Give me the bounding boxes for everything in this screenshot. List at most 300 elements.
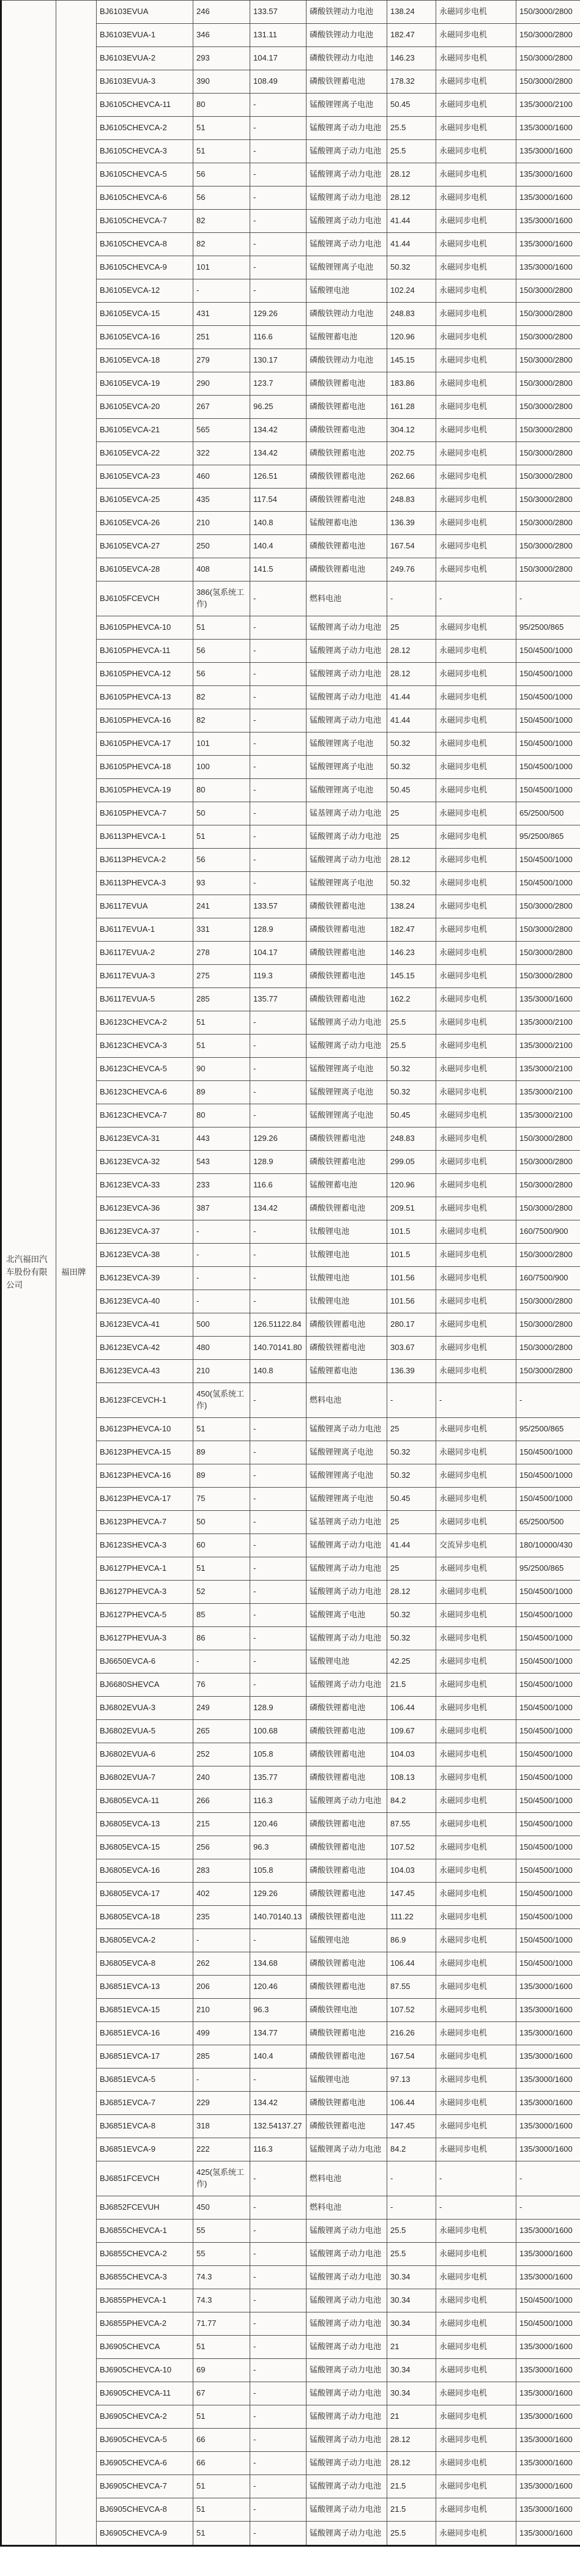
cell-range-value: 51: [193, 2405, 250, 2428]
cell-power-spec: 135/3000/1600: [519, 2342, 573, 2352]
table-row: [97, 1743, 580, 1766]
cell-power-spec: 135/3000/1600: [519, 216, 573, 226]
cell-model-code: BJ6855CHEVCA-1: [97, 2220, 193, 2242]
cell-motor-type: 永磁同步电机: [436, 616, 516, 639]
cell-power-spec: 135/3000/1600: [519, 239, 573, 249]
cell-energy-value: -: [250, 1511, 307, 1533]
cell-motor-type: 永磁同步电机: [436, 1627, 516, 1650]
cell-battery-capacity: 162.2: [387, 988, 436, 1011]
cell-model-code: BJ6855PHEVCA-2: [97, 2312, 193, 2335]
cell-energy-value: -: [250, 1244, 307, 1266]
cell-range-value: 500: [193, 1313, 250, 1336]
cell-model-code: BJ6905CHEVCA: [97, 2336, 193, 2358]
cell-battery-type: 锰酸锂离子动力电池: [307, 2405, 387, 2428]
cell-model-code: BJ6905CHEVCA-2: [97, 2405, 193, 2428]
cell-battery-type: 锰酸锂离子动力电池: [307, 210, 387, 232]
cell-motor-type: 永磁同步电机: [436, 663, 516, 685]
cell-power-spec: 135/3000/1600: [519, 2051, 573, 2061]
cell-energy-value: 134.42: [250, 1197, 307, 1220]
cell-motor-type: 永磁同步电机: [436, 512, 516, 534]
cell-battery-type: 磷酸铁锂蓄电池: [307, 396, 387, 418]
cell-range-value: 387: [193, 1197, 250, 1220]
table-row: [97, 895, 580, 918]
cell-power-spec: 150/4500/1000: [519, 1912, 573, 1922]
cell-battery-capacity: 86.9: [387, 1929, 436, 1952]
cell-power-spec: 150/4500/1000: [519, 1703, 573, 1713]
cell-energy-value: 135.77: [250, 988, 307, 1011]
cell-motor-type: 永磁同步电机: [436, 489, 516, 511]
cell-power-spec: 135/3000/1600: [519, 2458, 573, 2468]
cell-model-code: BJ6855CHEVCA-3: [97, 2266, 193, 2289]
cell-motor-type: 永磁同步电机: [436, 1650, 516, 1673]
cell-power-spec: 150/4500/1000: [519, 1587, 573, 1596]
table-row: [97, 326, 580, 349]
cell-energy-value: -: [250, 140, 307, 163]
table-row: [97, 1244, 580, 1267]
cell-model-code: BJ6105PHEVCA-12: [97, 663, 193, 685]
cell-model-code: BJ6127PHEVUA-3: [97, 1627, 193, 1650]
cell-energy-value: -: [250, 802, 307, 825]
table-row: [97, 756, 580, 779]
cell-energy-value: -: [250, 1627, 307, 1650]
cell-battery-capacity: 248.83: [387, 489, 436, 511]
cell-battery-type: 锰酸锂离子动力电池: [307, 2312, 387, 2335]
cell-battery-type: 锰酸锂离子动力电池: [307, 849, 387, 871]
cell-range-value: 51: [193, 1557, 250, 1580]
cell-motor-type: 永磁同步电机: [436, 988, 516, 1011]
cell-energy-value: 105.8: [250, 1859, 307, 1882]
cell-energy-value: -: [250, 1674, 307, 1696]
cell-battery-capacity: 108.13: [387, 1766, 436, 1789]
cell-power-spec: 150/4500/1000: [519, 785, 573, 795]
cell-battery-type: 锰酸锂离子动力电池: [307, 2452, 387, 2475]
cell-battery-capacity: 280.17: [387, 1313, 436, 1336]
cell-battery-capacity: 28.12: [387, 2452, 436, 2475]
cell-motor-type: 永磁同步电机: [436, 1337, 516, 1359]
cell-energy-value: -: [250, 1650, 307, 1673]
cell-energy-value: 134.68: [250, 1952, 307, 1975]
table-row: [97, 256, 580, 279]
cell-motor-type: 永磁同步电机: [436, 1720, 516, 1743]
cell-model-code: BJ6105EVCA-25: [97, 489, 193, 511]
table-row: [97, 1337, 580, 1360]
cell-battery-capacity: 101.5: [387, 1220, 436, 1243]
cell-battery-type: 锰酸锂离子动力电池: [307, 1011, 387, 1034]
cell-battery-capacity: 262.66: [387, 465, 436, 488]
cell-model-code: BJ6851EVCA-17: [97, 2045, 193, 2068]
cell-range-value: 565: [193, 419, 250, 441]
table-row: [97, 942, 580, 965]
cell-power-spec: 150/3000/2800: [519, 1157, 573, 1167]
cell-battery-type: 钛酸锂电池: [307, 1267, 387, 1290]
cell-motor-type: 永磁同步电机: [436, 2045, 516, 2068]
cell-battery-type: 锰酸锂锂离子电池: [307, 1104, 387, 1127]
cell-battery-capacity: 101.56: [387, 1290, 436, 1313]
cell-power-spec: 150/3000/2800: [519, 1250, 573, 1260]
cell-model-code: BJ6105CHEVCA-7: [97, 210, 193, 232]
table-row: [97, 2220, 580, 2243]
cell-power-spec: 135/3000/1600: [519, 1982, 573, 1991]
cell-model-code: BJ6851EVCA-16: [97, 2022, 193, 2045]
table-row: [97, 1883, 580, 1906]
cell-model-code: BJ6113PHEVCA-2: [97, 849, 193, 871]
cell-power-spec: 150/4500/1000: [519, 669, 573, 679]
cell-power-spec: 150/4500/1000: [519, 1842, 573, 1852]
cell-model-code: BJ6105CHEVCA-9: [97, 256, 193, 279]
cell-power-spec: 135/3000/1600: [519, 2098, 573, 2108]
cell-battery-type: 锰酸锂蓄电池: [307, 1360, 387, 1382]
table-row: [97, 2382, 580, 2405]
cell-battery-capacity: 25.5: [387, 2220, 436, 2242]
table-row: [97, 186, 580, 210]
table-row: [97, 1929, 580, 1952]
cell-battery-capacity: 25.5: [387, 1035, 436, 1057]
cell-battery-capacity: 30.34: [387, 2382, 436, 2405]
cell-power-spec: 150/3000/2800: [519, 7, 573, 17]
cell-motor-type: 永磁同步电机: [436, 1999, 516, 2021]
cell-energy-value: -: [250, 233, 307, 256]
cell-power-spec: 150/3000/2800: [519, 448, 573, 458]
cell-battery-type: 磷酸铁锂动力电池: [307, 47, 387, 70]
cell-battery-type: 锰酸锂锂离子电池: [307, 756, 387, 778]
cell-power-spec: 135/3000/1600: [519, 2144, 573, 2154]
cell-battery-capacity: 167.54: [387, 535, 436, 558]
cell-energy-value: 116.3: [250, 1790, 307, 1812]
cell-energy-value: 96.3: [250, 1836, 307, 1859]
cell-battery-capacity: 50.32: [387, 872, 436, 895]
cell-energy-value: 96.3: [250, 1999, 307, 2021]
cell-battery-capacity: 41.44: [387, 709, 436, 732]
table-row: [97, 988, 580, 1011]
cell-battery-type: 锰酸锂离子电池: [307, 1604, 387, 1626]
cell-battery-capacity: -: [387, 2161, 436, 2196]
cell-battery-capacity: 109.67: [387, 1720, 436, 1743]
cell-power-spec: 150/3000/2800: [519, 76, 573, 86]
cell-model-code: BJ6802EVUA-6: [97, 1743, 193, 1766]
cell-energy-value: -: [250, 1035, 307, 1057]
cell-range-value: 290: [193, 372, 250, 395]
table-row: [97, 1557, 580, 1581]
cell-range-value: 256: [193, 1836, 250, 1859]
cell-energy-value: -: [250, 1488, 307, 1510]
cell-battery-capacity: 84.2: [387, 2138, 436, 2161]
cell-motor-type: 永磁同步电机: [436, 465, 516, 488]
manufacturer-cell: [2, 1, 56, 2545]
table-row: [97, 349, 580, 372]
cell-range-value: 322: [193, 442, 250, 465]
cell-model-code: BJ6851EVCA-8: [97, 2115, 193, 2138]
cell-range-value: 51: [193, 616, 250, 639]
cell-model-code: BJ6905CHEVCA-10: [97, 2359, 193, 2382]
cell-energy-value: -: [250, 2498, 307, 2521]
table-row: [97, 1697, 580, 1720]
cell-battery-capacity: 25: [387, 616, 436, 639]
table-row: [97, 616, 580, 640]
cell-model-code: BJ6123EVCA-41: [97, 1313, 193, 1336]
cell-range-value: 89: [193, 1441, 250, 1464]
cell-battery-capacity: 50.32: [387, 756, 436, 778]
cell-model-code: BJ6851EVCA-7: [97, 2092, 193, 2114]
cell-motor-type: 永磁同步电机: [436, 849, 516, 871]
cell-energy-value: -: [250, 2452, 307, 2475]
cell-range-value: 66: [193, 2429, 250, 2451]
cell-model-code: BJ6851FCEVCH: [97, 2161, 193, 2196]
cell-battery-capacity: -: [387, 2196, 436, 2219]
cell-motor-type: 永磁同步电机: [436, 2115, 516, 2138]
table-row: [97, 2405, 580, 2429]
cell-battery-capacity: 21: [387, 2336, 436, 2358]
cell-battery-type: 锰酸锂蓄电池: [307, 512, 387, 534]
cell-power-spec: 150/3000/2800: [519, 53, 573, 63]
cell-model-code: BJ6123CHEVCA-7: [97, 1104, 193, 1127]
cell-model-code: BJ6805EVCA-17: [97, 1883, 193, 1905]
cell-model-code: BJ6105PHEVCA-17: [97, 733, 193, 755]
cell-model-code: BJ6123EVCA-43: [97, 1360, 193, 1382]
cell-power-spec: 180/10000/430: [519, 1540, 573, 1550]
cell-model-code: BJ6105EVCA-20: [97, 396, 193, 418]
table-row: [97, 1127, 580, 1151]
cell-battery-capacity: 146.23: [387, 942, 436, 964]
cell-battery-type: 磷酸铁锂动力电池: [307, 349, 387, 372]
cell-energy-value: -: [250, 117, 307, 139]
cell-energy-value: 134.42: [250, 2092, 307, 2114]
cell-battery-capacity: 50.45: [387, 1488, 436, 1510]
table-row: [97, 872, 580, 895]
cell-power-spec: 150/3000/2800: [519, 286, 573, 295]
cell-energy-value: 116.6: [250, 1174, 307, 1197]
cell-model-code: BJ6905CHEVCA-9: [97, 2522, 193, 2545]
cell-motor-type: 永磁同步电机: [436, 2498, 516, 2521]
cell-motor-type: 永磁同步电机: [436, 1952, 516, 1975]
cell-battery-type: 磷酸铁锂蓄电池: [307, 1766, 387, 1789]
cell-range-value: 80: [193, 779, 250, 802]
cell-battery-capacity: 41.44: [387, 1534, 436, 1557]
cell-range-value: 89: [193, 1464, 250, 1487]
cell-battery-capacity: 111.22: [387, 1906, 436, 1928]
cell-model-code: BJ6105PHEVCA-18: [97, 756, 193, 778]
table-row: [97, 94, 580, 117]
table-row: [97, 210, 580, 233]
cell-range-value: -: [193, 1244, 250, 1266]
cell-range-value: 499: [193, 2022, 250, 2045]
cell-range-value: 80: [193, 94, 250, 116]
cell-motor-type: 永磁同步电机: [436, 709, 516, 732]
table-row: [97, 1, 580, 24]
cell-model-code: BJ6123PHEVCA-17: [97, 1488, 193, 1510]
cell-battery-type: 磷酸铁锂蓄电池: [307, 465, 387, 488]
cell-battery-capacity: 28.12: [387, 849, 436, 871]
cell-range-value: 90: [193, 1058, 250, 1080]
cell-range-value: 100: [193, 756, 250, 778]
cell-range-value: 71.77: [193, 2312, 250, 2335]
cell-battery-type: 磷酸铁锂蓄电池: [307, 1743, 387, 1766]
cell-model-code: BJ6805EVCA-2: [97, 1929, 193, 1952]
cell-motor-type: 永磁同步电机: [436, 210, 516, 232]
cell-power-spec: 135/3000/1600: [519, 262, 573, 272]
cell-battery-capacity: 30.34: [387, 2312, 436, 2335]
table-row: [97, 1383, 580, 1418]
cell-battery-type: 磷酸铁锂蓄电池: [307, 1976, 387, 1998]
cell-motor-type: 永磁同步电机: [436, 942, 516, 964]
cell-motor-type: 永磁同步电机: [436, 802, 516, 825]
cell-range-value: 251: [193, 326, 250, 349]
cell-battery-type: 锰酸锂离子动力电池: [307, 2382, 387, 2405]
cell-battery-capacity: 104.03: [387, 1859, 436, 1882]
cell-motor-type: 永磁同步电机: [436, 303, 516, 325]
table-row: [97, 640, 580, 663]
cell-battery-type: 燃料电池: [307, 581, 387, 616]
cell-power-spec: 135/3000/1600: [519, 2249, 573, 2259]
table-row: [97, 279, 580, 303]
cell-energy-value: 126.51: [250, 465, 307, 488]
cell-energy-value: 126.51122.84: [250, 1313, 307, 1336]
cell-battery-capacity: 50.32: [387, 1081, 436, 1104]
cell-model-code: BJ6105EVCA-27: [97, 535, 193, 558]
cell-battery-type: 锰酸锂离子动力电池: [307, 2220, 387, 2242]
cell-energy-value: -: [250, 663, 307, 685]
cell-battery-type: 磷酸铁锂蓄电池: [307, 70, 387, 93]
cell-energy-value: 135.77: [250, 1766, 307, 1789]
cell-power-spec: 150/4500/1000: [519, 1749, 573, 1759]
table-row: [97, 2289, 580, 2312]
cell-motor-type: 永磁同步电机: [436, 1127, 516, 1150]
cell-energy-value: -: [250, 2196, 307, 2219]
cell-model-code: BJ6123CHEVCA-2: [97, 1011, 193, 1034]
cell-range-value: 52: [193, 1581, 250, 1603]
cell-battery-type: 锰酸锂离子动力电池: [307, 2289, 387, 2312]
cell-power-spec: 150/4500/1000: [519, 1796, 573, 1806]
cell-battery-type: 锰酸锂离子动力电池: [307, 1790, 387, 1812]
cell-battery-capacity: 145.15: [387, 349, 436, 372]
cell-range-value: 241: [193, 895, 250, 918]
cell-power-spec: 65/2500/500: [519, 808, 564, 818]
cell-battery-type: 锰酸锂电池: [307, 1929, 387, 1952]
cell-model-code: BJ6103EVUA: [97, 1, 193, 23]
cell-energy-value: -: [250, 756, 307, 778]
cell-battery-capacity: 41.44: [387, 686, 436, 709]
cell-model-code: BJ6117EVUA-2: [97, 942, 193, 964]
cell-range-value: 408: [193, 558, 250, 581]
cell-battery-type: 锰酸锂离子动力电池: [307, 1035, 387, 1057]
cell-battery-capacity: 178.32: [387, 70, 436, 93]
cell-motor-type: 永磁同步电机: [436, 2429, 516, 2451]
cell-battery-capacity: 28.12: [387, 186, 436, 209]
cell-range-value: 66: [193, 2452, 250, 2475]
table-row: [97, 1906, 580, 1929]
cell-motor-type: -: [436, 2161, 516, 2196]
cell-range-value: 69: [193, 2359, 250, 2382]
cell-battery-capacity: 42.25: [387, 1650, 436, 1673]
cell-range-value: 85: [193, 1604, 250, 1626]
cell-range-value: 229: [193, 2092, 250, 2114]
cell-energy-value: 141.5: [250, 558, 307, 581]
table-row: [97, 2498, 580, 2522]
cell-battery-type: 锰酸锂电池: [307, 1650, 387, 1673]
cell-motor-type: 永磁同步电机: [436, 2405, 516, 2428]
cell-battery-capacity: 21: [387, 2405, 436, 2428]
cell-model-code: BJ6105CHEVCA-11: [97, 94, 193, 116]
table-row: [97, 779, 580, 802]
cell-model-code: BJ6105EVCA-26: [97, 512, 193, 534]
cell-battery-capacity: 304.12: [387, 419, 436, 441]
cell-battery-type: 磷酸铁锂动力电池: [307, 1, 387, 23]
cell-range-value: 275: [193, 965, 250, 987]
table-row: [97, 1464, 580, 1488]
cell-power-spec: 95/2500/865: [519, 1424, 564, 1434]
cell-power-spec: 150/4500/1000: [519, 646, 573, 655]
cell-power-spec: 150/3000/2800: [519, 1180, 573, 1190]
cell-motor-type: 永磁同步电机: [436, 2475, 516, 2498]
cell-model-code: BJ6105CHEVCA-2: [97, 117, 193, 139]
table-row: [97, 535, 580, 558]
table-row: [97, 965, 580, 988]
cell-model-code: BJ6105CHEVCA-5: [97, 163, 193, 186]
cell-motor-type: 永磁同步电机: [436, 1313, 516, 1336]
cell-energy-value: -: [250, 2289, 307, 2312]
cell-power-spec: 150/3000/2800: [519, 924, 573, 934]
cell-power-spec: 150/4500/1000: [519, 1889, 573, 1899]
cell-energy-value: 130.17: [250, 349, 307, 372]
table-row: [97, 1627, 580, 1650]
cell-motor-type: 永磁同步电机: [436, 2359, 516, 2382]
cell-motor-type: 永磁同步电机: [436, 1581, 516, 1603]
cell-range-value: 431: [193, 303, 250, 325]
cell-energy-value: -: [250, 709, 307, 732]
cell-battery-capacity: -: [387, 1383, 436, 1417]
cell-motor-type: 永磁同步电机: [436, 349, 516, 372]
cell-power-spec: 150/3000/2800: [519, 1343, 573, 1353]
cell-battery-capacity: 136.39: [387, 512, 436, 534]
cell-battery-type: 锰酸锂离子动力电池: [307, 2475, 387, 2498]
cell-motor-type: 永磁同步电机: [436, 2243, 516, 2265]
cell-battery-capacity: 50.45: [387, 1104, 436, 1127]
cell-battery-type: 磷酸铁锂电池: [307, 1999, 387, 2021]
cell-power-spec: 150/4500/1000: [519, 762, 573, 772]
table-row: [97, 1790, 580, 1813]
cell-battery-capacity: 50.32: [387, 733, 436, 755]
cell-range-value: -: [193, 2069, 250, 2091]
table-row: [97, 303, 580, 326]
cell-battery-type: 磷酸铁锂蓄电池: [307, 1859, 387, 1882]
cell-power-spec: 150/3000/2800: [519, 901, 573, 911]
cell-model-code: BJ6855PHEVCA-1: [97, 2289, 193, 2312]
cell-power-spec: 150/3000/2800: [519, 309, 573, 319]
cell-motor-type: 永磁同步电机: [436, 1151, 516, 1173]
table-row: [97, 2069, 580, 2092]
cell-motor-type: 永磁同步电机: [436, 256, 516, 279]
table-row: [97, 1650, 580, 1674]
cell-motor-type: 永磁同步电机: [436, 47, 516, 70]
cell-power-spec: 150/3000/2800: [519, 564, 573, 574]
cell-energy-value: 120.46: [250, 1976, 307, 1998]
cell-power-spec: 150/4500/1000: [519, 2295, 573, 2305]
cell-range-value: 278: [193, 942, 250, 964]
cell-battery-type: 磷酸铁锂蓄电池: [307, 535, 387, 558]
cell-power-spec: 150/4500/1000: [519, 1958, 573, 1968]
cell-motor-type: 永磁同步电机: [436, 1511, 516, 1533]
cell-battery-type: 锰酸锂离子动力电池: [307, 1581, 387, 1603]
table-row: [97, 465, 580, 489]
cell-battery-type: 钛酸锂电池: [307, 1244, 387, 1266]
cell-battery-type: 锰酸锂离子动力电池: [307, 2359, 387, 2382]
cell-battery-type: 锰酸锂蓄电池: [307, 1174, 387, 1197]
cell-energy-value: 134.42: [250, 419, 307, 441]
cell-battery-type: 锰酸锂离子动力电池: [307, 640, 387, 662]
table-row: [97, 2022, 580, 2045]
cell-range-value: 443: [193, 1127, 250, 1150]
cell-energy-value: -: [250, 210, 307, 232]
cell-range-value: 480: [193, 1337, 250, 1359]
